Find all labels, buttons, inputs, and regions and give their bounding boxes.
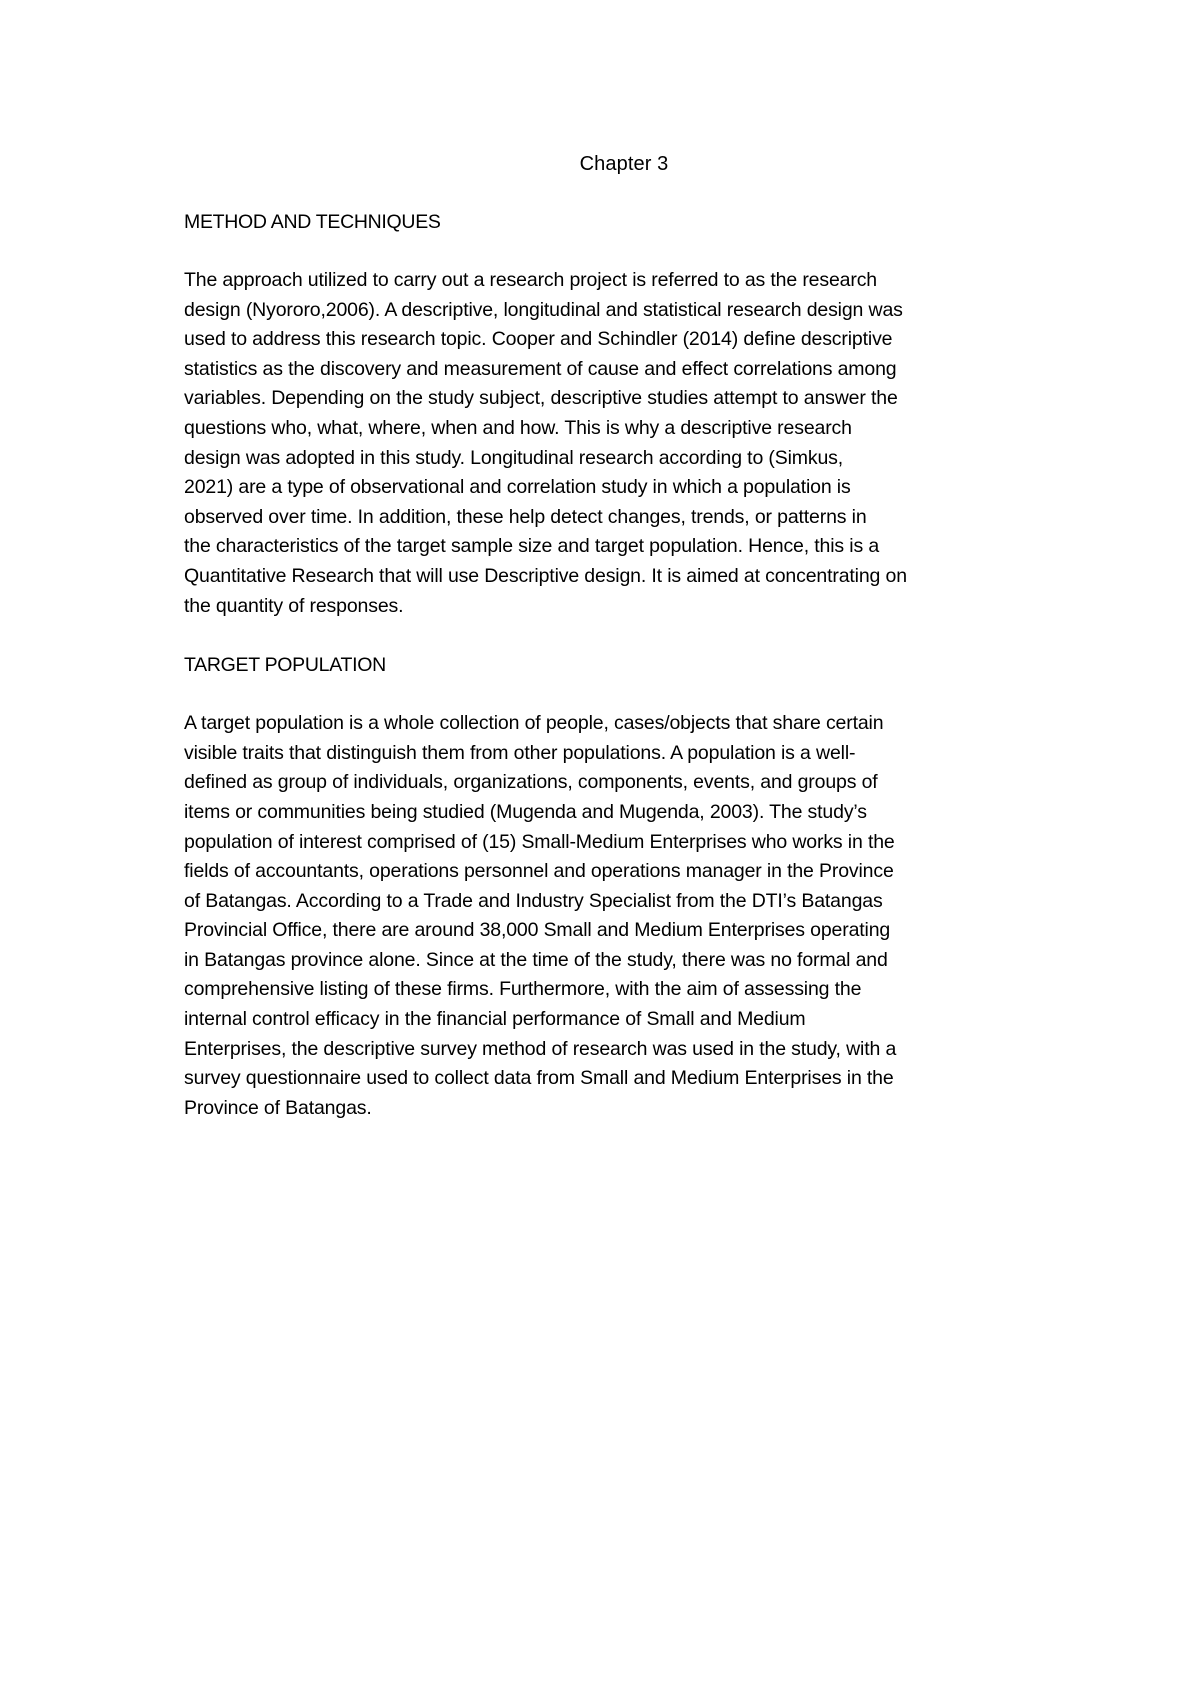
paragraph-line: design was adopted in this study. Longitudinal research according to (Simkus,: [184, 446, 844, 469]
paragraph-line: internal control efficacy in the financial performance of Small and Medium: [184, 1008, 806, 1031]
paragraph-line: design (Nyororo,2006). A descriptive, longitudinal and statistical research design was: [184, 298, 903, 321]
paragraph-line: observed over time. In addition, these help detect changes, trends, or patterns in: [184, 505, 867, 528]
paragraph-line: population of interest comprised of (15) Small-Medium Enterprises who works in the: [184, 830, 895, 853]
paragraph-line: Province of Batangas.: [184, 1096, 372, 1119]
section-heading-method-and-techniques: METHOD AND TECHNIQUES: [184, 211, 441, 233]
spacer: [184, 236, 1024, 266]
paragraph-line: Provincial Office, there are around 38,000 Small and Medium Enterprises operating: [184, 919, 891, 942]
spacer: [184, 621, 1024, 651]
paragraph-line: The approach utilized to carry out a research project is referred to as the research: [184, 269, 877, 291]
paragraph-line: defined as group of individuals, organizations, components, events, and groups of: [184, 771, 878, 794]
chapter-title: Chapter 3: [579, 153, 669, 175]
document-content: [184, 150, 1024, 1123]
paragraph-line: of Batangas. According to a Trade and Industry Specialist from the DTI’s Batangas: [184, 889, 883, 912]
paragraph-line: fields of accountants, operations personnel and operations manager in the Province: [184, 860, 894, 883]
paragraph-line: the quantity of responses.: [184, 594, 404, 617]
paragraph-line: survey questionnaire used to collect data from Small and Medium Enterprises in the: [184, 1067, 894, 1090]
paragraph-line: in Batangas province alone. Since at the time of the study, there was no formal and: [184, 948, 888, 971]
paragraph-line: variables. Depending on the study subject, descriptive studies attempt to answer the: [184, 387, 898, 410]
paragraph-line: Quantitative Research that will use Descriptive design. It is aimed at concentrating on: [184, 564, 907, 587]
paragraph-line: statistics as the discovery and measurement of cause and effect correlations among: [184, 357, 897, 380]
paragraph-line: the characteristics of the target sample size and target population. Hence, this is a: [184, 535, 880, 558]
paragraph-line: visible traits that distinguish them from other populations. A population is a well-: [184, 741, 856, 764]
paragraph-line: used to address this research topic. Cooper and Schindler (2014) define descriptive: [184, 328, 893, 351]
section-heading-target-population: TARGET POPULATION: [184, 654, 386, 677]
paragraph-line: A target population is a whole collection of people, cases/objects that share certain: [184, 712, 884, 735]
paragraph-line: Enterprises, the descriptive survey method of research was used in the study, with a: [184, 1037, 897, 1060]
paragraph-method-and-techniques: [184, 266, 1024, 621]
paragraph-line: questions who, what, where, when and how. This is why a descriptive research: [184, 416, 852, 439]
spacer: [184, 178, 1024, 208]
paragraph-line: items or communities being studied (Mugenda and Mugenda, 2003). The study’s: [184, 800, 867, 823]
paragraph-target-population: [184, 709, 1024, 1123]
spacer: [184, 679, 1024, 709]
paragraph-line: comprehensive listing of these firms. Furthermore, with the aim of assessing the: [184, 978, 862, 1001]
paragraph-line: 2021) are a type of observational and correlation study in which a population is: [184, 476, 851, 499]
